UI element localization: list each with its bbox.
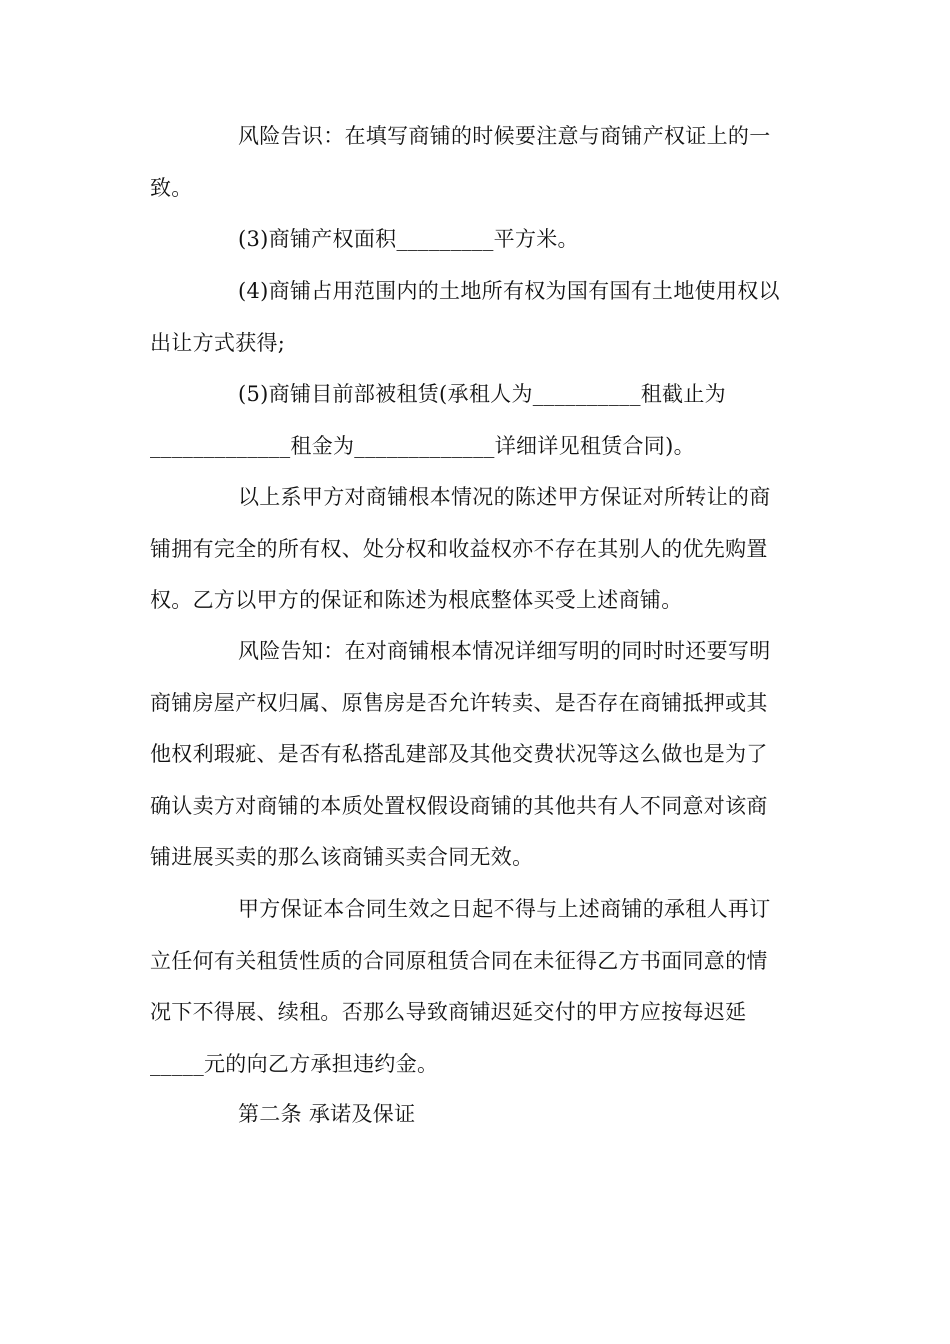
text-line: 出让方式获得; [150,330,286,355]
text-line: 他权利瑕疵、是否有私搭乱建部及其他交费状况等这么做也是为了 [150,742,768,766]
risk-note-paragraph-2 [150,626,802,884]
text-line: 权。乙方以甲方的保证和陈述为根底整体买受上述商铺。 [150,588,683,612]
text-line: _____元的向乙方承担违约金。 [150,1051,439,1076]
text-line: (4)商铺占用范围内的土地所有权为国有国有土地使用权以 [238,279,780,303]
article-2-heading [150,1089,802,1141]
text-line: 商铺房屋产权归属、原售房是否允许转卖、是否存在商铺抵押或其 [150,690,768,715]
text-line: _____________租金为_____________详细详见租赁合同)。 [150,433,695,458]
item-4-paragraph [150,266,802,369]
text-line: 风险告识：在填写商铺的时候要注意与商铺产权证上的一 [238,124,771,148]
text-line: 致。 [150,175,193,200]
text-line: 铺拥有完全的所有权、处分权和收益权亦不存在其别人的优先购置 [150,536,768,561]
lease-guarantee-paragraph [150,884,802,1090]
text-line: 风险告知：在对商铺根本情况详细写明的同时时还要写明 [238,639,771,663]
text-line: 第二条 承诺及保证 [238,1102,416,1126]
risk-note-paragraph-1 [150,111,802,214]
text-line: 铺进展买卖的那么该商铺买卖合同无效。 [150,845,534,869]
text-line: (3)商铺产权面积_________平方米。 [238,227,579,251]
item-3-paragraph [150,214,802,266]
text-line: 立任何有关租赁性质的合同原租赁合同在未征得乙方书面同意的情 [150,948,768,973]
text-line: (5)商铺目前部被租赁(承租人为__________租截止为 [238,382,726,406]
text-line: 确认卖方对商铺的本质处置权假设商铺的其他共有人不同意对该商 [150,793,768,818]
text-line: 甲方保证本合同生效之日起不得与上述商铺的承租人再订 [238,897,771,921]
text-line: 况下不得展、续租。否那么导致商铺迟延交付的甲方应按每迟延 [150,1000,747,1024]
text-line: 以上系甲方对商铺根本情况的陈述甲方保证对所转让的商 [238,485,771,509]
item-5-paragraph [150,369,802,472]
seller-statement-paragraph [150,472,802,627]
